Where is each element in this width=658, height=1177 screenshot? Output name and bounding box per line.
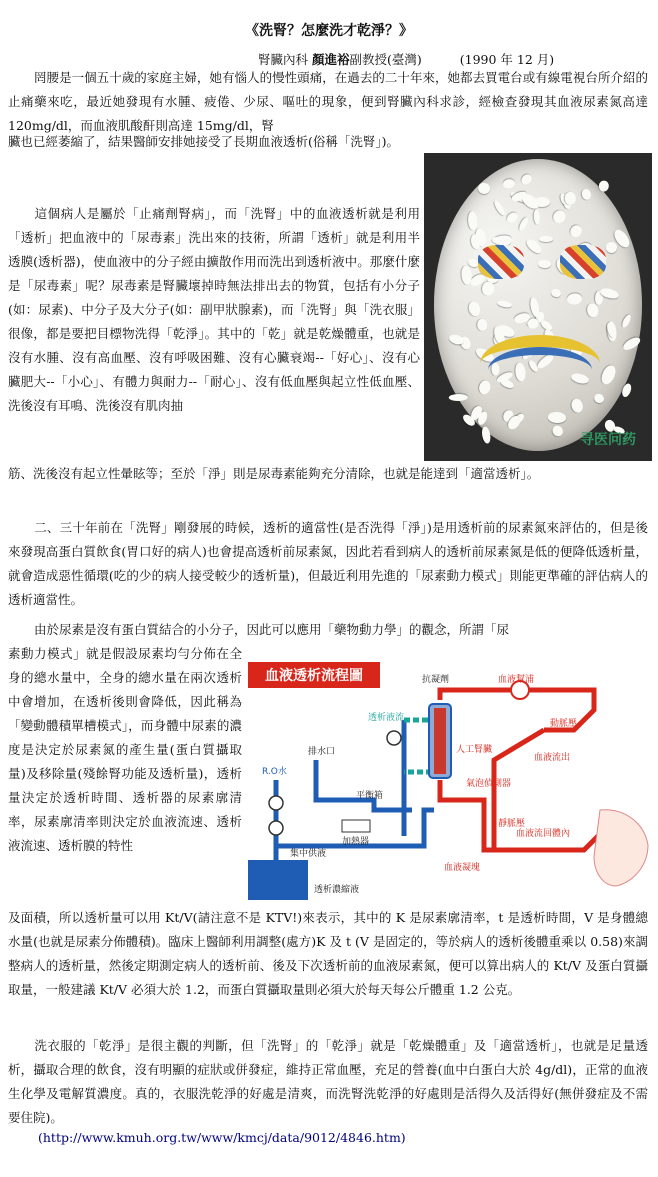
pill (493, 199, 507, 217)
paragraph-5 (8, 1034, 648, 1130)
label-heater: 加熱器 (342, 837, 370, 847)
label-ro-water: R.O水 (262, 767, 287, 777)
label-artificial-kidney: 人工腎臟 (456, 745, 493, 755)
pill (477, 318, 488, 331)
byline-author: 顏進裕 (312, 52, 350, 67)
pill (621, 383, 633, 398)
label-dialysate-flow: 透析液流 (368, 713, 405, 723)
pill (519, 173, 533, 187)
pill (537, 259, 550, 268)
paragraph-3 (8, 516, 648, 612)
pill (548, 412, 567, 423)
conc-pump (269, 821, 283, 835)
dialyzer-core (434, 708, 446, 774)
pill (550, 287, 562, 298)
label-blood-pump: 血液幫浦 (498, 675, 535, 685)
pill (467, 211, 477, 230)
pill (569, 398, 584, 414)
paragraph-4-cont: 及面積，所以透析量可以用 Kt/V(請注意不是 KTV!)來表示，其中的 K 是尿素廓清率，t 是透析時間，V 是身體總水量(也就是尿素分佈體積)。臨床上醫師利用調整(處方)K 及 t (V 是固定的，等於病人的透析後體重乘以 0.58)來調整病人的透析量，然後定期測定病人的透析前、後及下次透析前的血液尿素氮，便可以算出病人的 Kt/V 及蛋白質攝取量，一般建議 Kt/V 必須大於 1.2，而蛋白質攝取量則必須大於每天每公斤體重 1.2 公克。 (8, 910, 648, 997)
ro-pump (269, 796, 283, 810)
pill (605, 242, 617, 254)
pill (565, 192, 576, 205)
pill-face (434, 159, 642, 451)
pill (567, 292, 583, 305)
paragraph-1 (8, 66, 648, 138)
pill (551, 208, 568, 225)
article-title: 《洗腎？怎麼洗才乾淨？》 (245, 23, 413, 39)
dialysate-flow-lines (404, 720, 432, 772)
source-link[interactable]: (http://www.kmuh.org.tw/www/kmcj/data/9012/4846.htm) (38, 1130, 406, 1145)
pill (481, 426, 491, 444)
right-eye (560, 245, 606, 279)
label-arterial-pressure: 動脈壓 (550, 719, 578, 729)
label-heparin: 抗凝劑 (422, 675, 450, 685)
left-eye (478, 245, 524, 279)
pill (533, 209, 540, 225)
pill (568, 223, 584, 239)
pill (593, 392, 606, 405)
paragraph-4 (8, 618, 648, 642)
hemodialysis-flow-diagram (244, 660, 652, 905)
pill (621, 335, 642, 353)
pill (448, 393, 467, 400)
label-conc-feed: 集中供液 (290, 849, 327, 859)
label-blood-return: 血液流回體內 (516, 829, 571, 839)
dialysate-pump (387, 731, 401, 745)
paragraph-2 (8, 202, 420, 418)
paragraph-4-text: 由於尿素是沒有蛋白質結合的小分子，因此可以應用「藥物動力學」的觀念，所謂「尿 (34, 622, 510, 637)
label-blood-clot: 血液凝塊 (444, 863, 481, 873)
paragraph-2-text: 這個病人是屬於「止痛劑腎病」，而「洗腎」中的血液透析就是利用「透析」把血液中的「尿毒素」洗出來的技術，所謂「透析」就是利用半透膜(透析器)，使血液中的分子經由擴散作用而洗出到透析液中。那麼什麼是「尿毒素」呢？尿毒素是腎臟壞掉時無法排出去的物質，包括有小分子(如：尿素)、中分子及大分子(如：副甲狀腺素)，而「洗腎」與「洗衣服」很像，都是要把目標物洗得「乾淨」。其中的「乾」就是乾燥體重，也就是沒有水腫、沒有高血壓、沒有呼吸困難、沒有心臟衰竭--「好心」、沒有心臟肥大--「小心」、有體力與耐力--「耐心」、沒有低血壓與起立性低血壓、洗後沒有耳鳴、洗後沒有肌肉抽 (8, 206, 420, 413)
paragraph-4-wrap: 素動力模式」就是假設尿素均勻分佈在全身的總水量中，全身的總水量在兩次透析中會增加，在透析後則會降低，因此稱為「變動體積單槽模式」，而身體中尿素的濃度是決定於尿素氮的產生量(蛋白質攝取量)及移除量(殘餘腎功能及透析量)，透析量決定於透析時間、透析器的尿素廓清率，尿素廓清率則決定於血液流速、透析液流速、透析膜的特性 (8, 646, 242, 853)
photo-watermark: 寻医问药 (580, 432, 636, 448)
byline-date: (1990 年 12 月) (459, 52, 555, 67)
pill (518, 216, 531, 232)
pill (581, 188, 593, 201)
byline-role: 副教授(臺灣) (349, 52, 422, 67)
label-blood-out: 血液流出 (534, 753, 571, 763)
pill (620, 314, 632, 330)
pill (477, 181, 492, 195)
paragraph-1-text: 罔腰是一個五十歲的家庭主婦，她有惱人的慢性頭痛，在過去的二十年來，她都去買電台或有線電視台所介紹的止痛藥來吃，最近她發現有水腫、疲倦、少尿、嘔吐的現象，便到腎臟內科求診，經檢查發現其血液尿素氮高達 120mg/dl，而血液肌酸酐則高達 15mg/dl，腎 (8, 70, 648, 133)
pill (505, 210, 520, 225)
label-dialysate-conc: 透析濃縮液 (314, 885, 360, 895)
paragraph-1-cont: 臟也已經萎縮了，結果醫師安排她接受了長期血液透析(俗稱「洗腎」)。 (8, 134, 400, 149)
paragraph-5-text: 洗衣服的「乾淨」是很主觀的判斷，但「洗腎」的「乾淨」就是「乾燥體重」及「適當透析」，也就是足量透析，攝取合理的飲食，沒有明顯的症狀或併發症，維持正常血壓，充足的營養(血中白蛋白大於 4g/dl)，正常的血液生化學及電解質濃度。真的，衣服洗乾淨的好處是清爽，而洗腎洗乾淨的好處則是活得久及活得好(無併發症及不需要住院)。 (8, 1038, 648, 1125)
byline-dept: 腎臟內科 (258, 52, 309, 67)
diagram-title: 血液透析流程圖 (265, 668, 363, 684)
pill (503, 178, 516, 189)
pill (529, 296, 541, 317)
patient-arm (594, 810, 648, 886)
label-bubble-trap: 氣泡偵測器 (466, 779, 512, 789)
label-balance: 平衡箱 (356, 791, 384, 801)
pill (600, 363, 619, 386)
frown-mouth-inner (488, 347, 592, 393)
paragraph-2-cont: 筋、洗後沒有起立性暈眩等；至於「淨」則是尿毒素能夠充分清除，也就是能達到「適當透析」。 (8, 466, 540, 481)
pill (550, 423, 565, 438)
pill (460, 265, 472, 285)
heater (342, 820, 370, 832)
pill-face-photo (424, 153, 652, 461)
pill (497, 300, 513, 309)
label-venous-pressure: 靜脈壓 (498, 819, 526, 829)
concentrate-tank (248, 860, 308, 900)
paragraph-3-text: 二、三十年前在「洗腎」剛發展的時候，透析的適當性(是否洗得「淨」)是用透析前的尿素氮來評估的，但是後來發現高蛋白質飲食(胃口好的病人)也會提高透析前尿素氮，因此若看到病人的透析前尿素氮是低的便降低透析量，就會造成惡性循環(吃的少的病人接受較少的透析量)，但最近利用先進的「尿素動力模式」則能更準確的評估病人的透析適當性。 (8, 520, 648, 607)
pill (598, 180, 609, 192)
label-drain: 排水口 (308, 747, 336, 757)
pill (539, 236, 553, 243)
pill (467, 300, 482, 317)
